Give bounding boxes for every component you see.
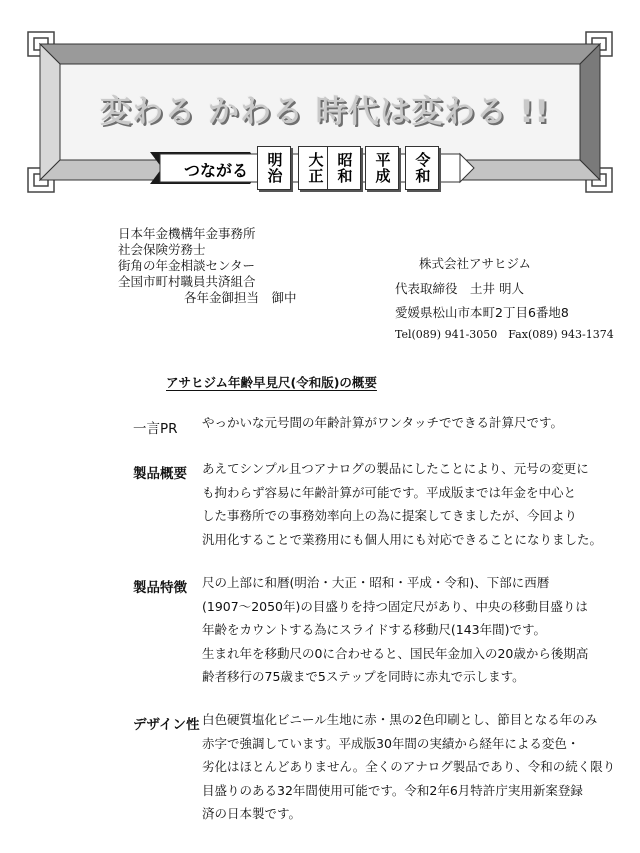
era-box-meiji — [257, 146, 291, 190]
body-line: 劣化はほとんどありません。全くのアナログ製品であり、令和の続く限り — [202, 759, 616, 774]
recipient-line: 全国市町村職員共済組合 — [118, 274, 256, 289]
section-body-features — [202, 571, 588, 689]
section-label-features: 製品特徴 — [133, 580, 187, 596]
recipient-line: 日本年金機構年金事務所 — [118, 226, 256, 241]
connect-label: つながる — [183, 161, 248, 180]
sender-representative: 代表取締役 土井 明人 — [395, 281, 524, 296]
body-line: 生まれ年を移動尺の0に合わせると、国民年金加入の20歳から後期高 — [202, 645, 589, 661]
era-label: 平成 — [373, 152, 392, 184]
body-line: 赤字で強調しています。平成版30年間の実績から経年による変色・ — [202, 735, 580, 751]
document-title: アサヒジム年齢早見尺(令和版)の概要 — [166, 375, 377, 390]
body-line: 尺の上部に和暦(明治・大正・昭和・平成・令和)、下部に西暦 — [202, 575, 550, 590]
body-line: 白色硬質塩化ビニール生地に赤・黒の2色印刷とし、節目となる年のみ — [202, 712, 598, 727]
era-label: 令和 — [413, 152, 432, 184]
body-line: も拘わらず容易に年齢計算が可能です。平成版までは年金を中心と — [202, 484, 577, 500]
recipient-line: 社会保険労務士 — [118, 242, 206, 257]
body-line: あえてシンプル且つアナログの製品にしたことにより、元号の変更に — [202, 461, 589, 476]
recipient-line: 各年金御担当 御中 — [184, 290, 297, 305]
section-label-design: デザイン性 — [133, 717, 200, 733]
recipient-line: 街角の年金相談センター — [118, 258, 256, 273]
body-line: した事務所での事務効率向上の為に提案してきましたが、今回より — [202, 508, 578, 523]
banner-headline: 変わる かわる 時代は変わる !! — [100, 94, 550, 130]
body-line: 年齢をカウントする為にスライドする移動尺(143年間)です。 — [202, 622, 546, 637]
era-label: 大正 — [306, 152, 325, 184]
sender-phone-fax: Tel(089) 941-3050 Fax(089) 943-1374 — [395, 328, 614, 341]
section-label-pr: 一言PR — [133, 421, 178, 437]
sender-company: 株式会社アサヒジム — [419, 256, 532, 271]
body-line: やっかいな元号間の年齢計算がワンタッチでできる計算尺です。 — [202, 415, 564, 430]
era-label: 明治 — [265, 152, 284, 184]
recipient-block — [118, 226, 297, 306]
era-box-reiwa — [405, 146, 439, 190]
body-line: 済の日本製です。 — [202, 806, 302, 821]
section-body-pr — [202, 411, 563, 435]
body-line: 汎用化することで業務用にも個人用にも対応できることになりました。 — [202, 531, 603, 547]
body-line: (1907～2050年)の目盛りを持つ固定尺があり、中央の移動目盛りは — [202, 598, 588, 614]
section-body-design — [202, 708, 615, 826]
section-body-overview — [202, 457, 602, 551]
era-box-heisei — [365, 146, 399, 190]
sender-address: 愛媛県松山市本町2丁目6番地8 — [395, 305, 569, 320]
era-label: 昭和 — [335, 152, 354, 184]
section-label-overview: 製品概要 — [133, 466, 187, 482]
body-line: 目盛りのある32年間使用可能です。令和2年6月特許庁実用新案登録 — [202, 782, 583, 798]
era-box-showa — [327, 146, 361, 190]
body-line: 齢者移行の75歳まで5ステップを同時に赤丸で示します。 — [202, 669, 525, 684]
